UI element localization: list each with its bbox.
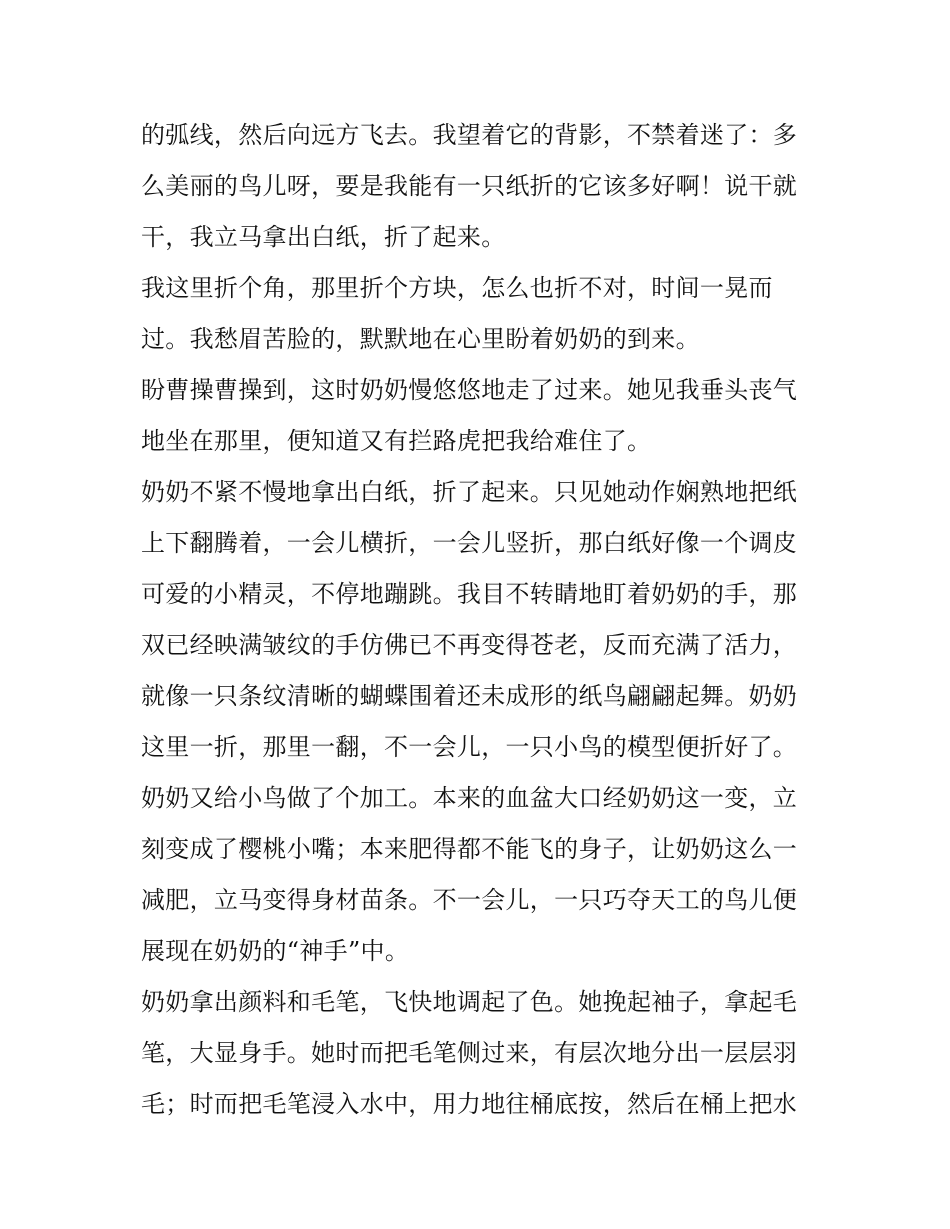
text-line: 毛；时而把毛笔浸入水中，用力地往桶底按，然后在桶上把水 — [141, 1090, 798, 1118]
text-line: 干，我立马拿出白纸，折了起来。 — [141, 223, 506, 251]
text-line: 双已经映满皱纹的手仿佛已不再变得苍老，反而充满了活力， — [141, 631, 798, 659]
text-line: 笔，大显身手。她时而把毛笔侧过来，有层次地分出一层层羽 — [141, 1039, 798, 1067]
text-line: 就像一只条纹清晰的蝴蝶围着还未成形的纸鸟翩翩起舞。奶奶 — [141, 682, 798, 710]
text-line: 展现在奶奶的“神手”中。 — [141, 937, 410, 965]
text-line: 的弧线，然后向远方飞去。我望着它的背影，不禁着迷了：多 — [141, 121, 798, 149]
text-line: 地坐在那里，便知道又有拦路虎把我给难住了。 — [141, 427, 652, 455]
text-line: 可爱的小精灵，不停地蹦跳。我目不转睛地盯着奶奶的手，那 — [141, 580, 798, 608]
text-line: 过。我愁眉苦脸的，默默地在心里盼着奶奶的到来。 — [141, 325, 700, 353]
text-line: 上下翻腾着，一会儿横折，一会儿竖折，那白纸好像一个调皮 — [141, 529, 798, 557]
text-line: 奶奶拿出颜料和毛笔，飞快地调起了色。她挽起袖子，拿起毛 — [141, 988, 798, 1016]
text-line: 奶奶不紧不慢地拿出白纸，折了起来。只见她动作娴熟地把纸 — [141, 478, 798, 506]
text-line: 减肥，立马变得身材苗条。不一会儿，一只巧夺天工的鸟儿便 — [141, 886, 798, 914]
text-line: 我这里折个角，那里折个方块，怎么也折不对，时间一晃而 — [141, 274, 773, 302]
text-line: 奶奶又给小鸟做了个加工。本来的血盆大口经奶奶这一变，立 — [141, 784, 798, 812]
text-line: 么美丽的鸟儿呀，要是我能有一只纸折的它该多好啊！说干就 — [141, 172, 798, 200]
text-line: 刻变成了樱桃小嘴；本来肥得都不能飞的身子，让奶奶这么一 — [141, 835, 798, 863]
story-text — [141, 110, 821, 1130]
text-line: 这里一折，那里一翻，不一会儿，一只小鸟的模型便折好了。 — [141, 733, 798, 761]
text-line: 盼曹操曹操到，这时奶奶慢悠悠地走了过来。她见我垂头丧气 — [141, 376, 798, 404]
